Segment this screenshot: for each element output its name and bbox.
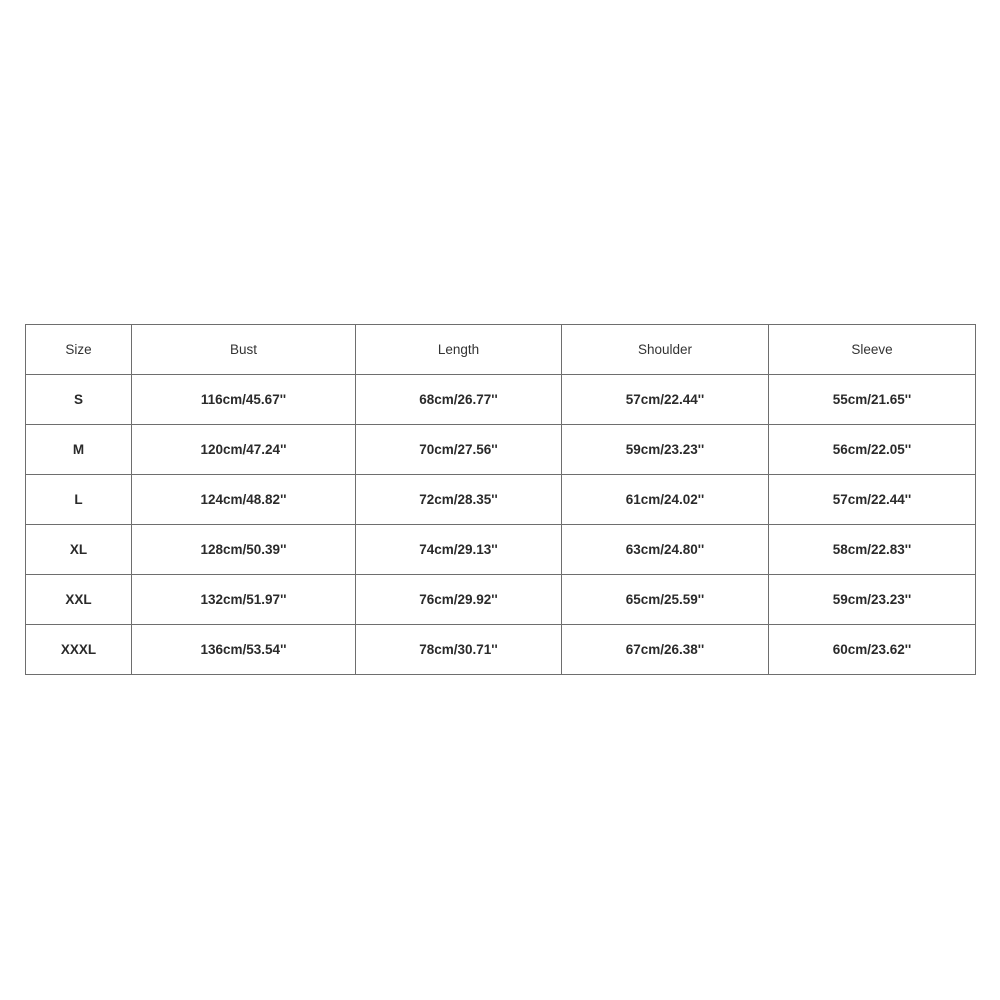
cell-length: 76cm/29.92''	[356, 575, 562, 625]
cell-length: 72cm/28.35''	[356, 475, 562, 525]
table-header-row	[26, 325, 976, 375]
cell-sleeve: 60cm/23.62''	[769, 625, 976, 675]
cell-shoulder: 67cm/26.38''	[562, 625, 769, 675]
cell-sleeve: 58cm/22.83''	[769, 525, 976, 575]
table-row	[26, 425, 976, 475]
cell-size: XL	[26, 525, 132, 575]
cell-sleeve: 56cm/22.05''	[769, 425, 976, 475]
cell-bust: 124cm/48.82''	[132, 475, 356, 525]
header-bust: Bust	[132, 325, 356, 375]
cell-sleeve: 55cm/21.65''	[769, 375, 976, 425]
cell-size: L	[26, 475, 132, 525]
cell-size: XXL	[26, 575, 132, 625]
table-row	[26, 475, 976, 525]
cell-shoulder: 65cm/25.59''	[562, 575, 769, 625]
cell-bust: 120cm/47.24''	[132, 425, 356, 475]
cell-bust: 136cm/53.54''	[132, 625, 356, 675]
cell-sleeve: 59cm/23.23''	[769, 575, 976, 625]
cell-length: 68cm/26.77''	[356, 375, 562, 425]
header-shoulder: Shoulder	[562, 325, 769, 375]
cell-length: 78cm/30.71''	[356, 625, 562, 675]
header-length: Length	[356, 325, 562, 375]
cell-shoulder: 59cm/23.23''	[562, 425, 769, 475]
cell-bust: 132cm/51.97''	[132, 575, 356, 625]
header-size: Size	[26, 325, 132, 375]
header-sleeve: Sleeve	[769, 325, 976, 375]
cell-sleeve: 57cm/22.44''	[769, 475, 976, 525]
cell-size: XXXL	[26, 625, 132, 675]
size-chart-table	[25, 324, 976, 675]
cell-length: 70cm/27.56''	[356, 425, 562, 475]
cell-size: M	[26, 425, 132, 475]
table-row	[26, 575, 976, 625]
table-row	[26, 625, 976, 675]
cell-bust: 116cm/45.67''	[132, 375, 356, 425]
table-row	[26, 525, 976, 575]
cell-length: 74cm/29.13''	[356, 525, 562, 575]
cell-size: S	[26, 375, 132, 425]
cell-bust: 128cm/50.39''	[132, 525, 356, 575]
cell-shoulder: 57cm/22.44''	[562, 375, 769, 425]
cell-shoulder: 63cm/24.80''	[562, 525, 769, 575]
cell-shoulder: 61cm/24.02''	[562, 475, 769, 525]
table-row	[26, 375, 976, 425]
